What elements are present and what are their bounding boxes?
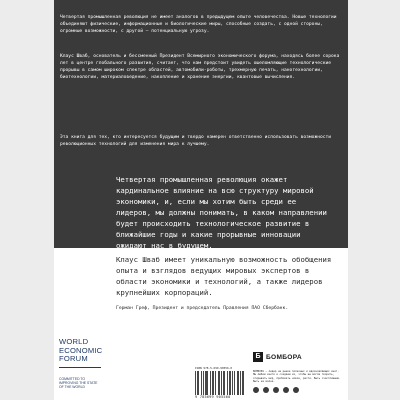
barcode-bar <box>205 371 206 395</box>
barcode-bar <box>242 371 243 395</box>
quote-part-2: Клаус Шваб имеет уникальную возможность обобщения опыта и взглядов ведущих мировых экспертов в области экономики и технологий, а также лидеров крупнейших корпораций. <box>116 255 332 297</box>
barcode-bar <box>240 371 241 395</box>
barcode-bar <box>230 371 231 395</box>
barcode-bar <box>224 371 225 395</box>
barcode-bar <box>219 371 220 395</box>
barcode-bar <box>197 371 198 395</box>
quote-signature: Герман Греф, Президент и председатель Правления ПАО Сбербанк. <box>116 306 289 311</box>
wef-tagline-line: COMMITTED TO <box>59 376 86 381</box>
wef-logo-line: WORLD <box>59 337 89 346</box>
barcode-icon <box>195 371 245 395</box>
barcode-bar <box>237 371 238 395</box>
publisher-block <box>253 352 343 393</box>
social-icon <box>293 387 299 393</box>
wef-logo <box>59 338 107 389</box>
barcode-bar <box>243 371 244 395</box>
barcode-block <box>195 366 245 399</box>
cover-paragraph-2: Клаус Шваб, основатель и бессменный Президент Всемирного экономического форума, находясь более сорока лет в центре глобального развития, считает, что нам предстоит увидеть ошеломляющие технологические прорывы в самом широком спектре областей, автомобили-роботы, трехмерную печать, нанотехнологии, биотехнологии, материаловедение, накопление и хранение энергии, квантовые вычисления. <box>60 54 340 81</box>
isbn-text: ISBN 978-5-699-90556-0 <box>195 366 233 370</box>
cover-paragraph-1: Четвертая промышленная революция не имеет аналогов в предыдущем опыте человечества. Новые технологии объединяют физические, информационные и биологические миры, способные создать, с одной стороны, огромные возможности, с другой – потенциальную угрозу. <box>60 15 337 35</box>
cover-paragraph-3: Эта книга для тех, кто интересуется будущим и твердо намерен ответственно использовать возможности революционных технологий для изменения мира к лучшему. <box>60 135 332 148</box>
publisher-mark-icon: Б <box>253 352 263 362</box>
barcode-bar <box>227 371 228 395</box>
barcode-bar <box>206 371 207 395</box>
social-icons <box>253 387 343 393</box>
wef-logo-line: ECONOMIC <box>59 345 103 355</box>
wef-logo-text <box>59 338 107 364</box>
barcode-bar <box>215 371 216 395</box>
publisher-logo <box>253 352 343 362</box>
barcode-bar <box>213 371 214 395</box>
barcode-bar <box>210 371 211 395</box>
publisher-info: БОМБОРА – лидер на рынке полезных и вдохновляющих книг. Мы любим книги и создаем их, чтобы вы могли творить, открывать мир, пробовать новое, расти. Быть счастливыми. Быть на волне. <box>253 370 341 384</box>
barcode-bar <box>223 371 224 395</box>
barcode-bar <box>212 371 213 395</box>
book-back-cover <box>54 0 348 400</box>
barcode-bar <box>201 371 202 395</box>
quote-part-1: Четвертая промышленная революция окажет кардинальное влияние на всю структуру мировой экономики, и, если мы хотим быть среди ее лидеров, мы должны понимать, в каком направлении будет происходить технологическое развитие в ближайшие годы и какие прорывные инновации ожидают нас в будущем. <box>116 175 327 250</box>
barcode-bar <box>229 371 230 395</box>
barcode-bar <box>234 371 235 395</box>
social-icon <box>263 387 269 393</box>
publisher-name: БОМБОРА <box>266 353 302 361</box>
barcode-bar <box>238 371 239 395</box>
barcode-bar <box>207 371 208 395</box>
barcode-digits: 9 785699 905560 <box>195 395 231 399</box>
barcode-bar <box>195 371 196 395</box>
social-icon <box>273 387 279 393</box>
barcode-bar <box>198 371 199 395</box>
wef-logo-line: FORUM <box>59 354 88 364</box>
barcode-bar <box>203 371 204 395</box>
wef-tagline-line: IMPROVING THE STATE <box>59 380 98 385</box>
barcode-bar <box>218 371 219 395</box>
wef-tagline-line: OF THE WORLD <box>59 385 85 390</box>
social-icon <box>283 387 289 393</box>
wef-divider <box>59 367 101 368</box>
social-icon <box>253 387 259 393</box>
barcode-bar <box>232 371 233 395</box>
barcode-bar <box>221 371 222 395</box>
wef-tagline <box>59 377 107 390</box>
